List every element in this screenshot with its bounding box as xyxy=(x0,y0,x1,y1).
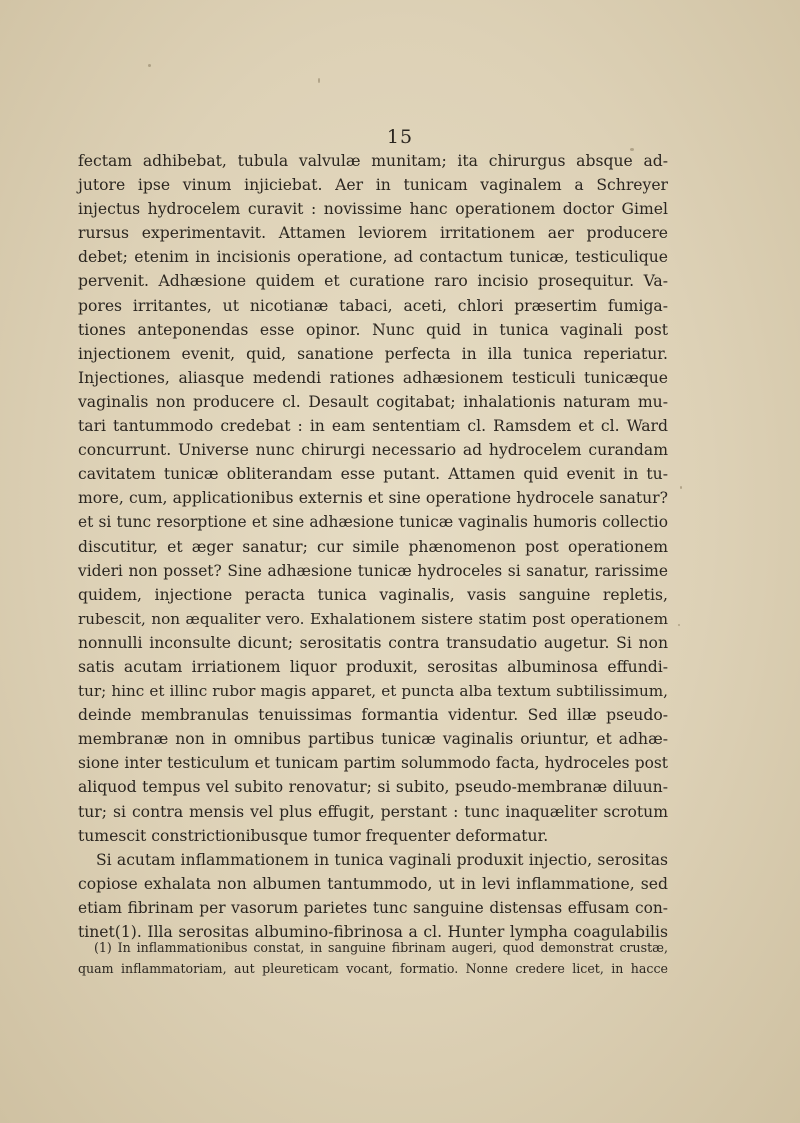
paper-speck xyxy=(630,148,634,151)
paper-speck xyxy=(148,64,151,67)
text-line: copiose exhalata non albumen tantummodo, ut in levi inflammatione, sed xyxy=(78,874,668,893)
text-line: rursus experimentavit. Attamen leviorem irritationem aer producere xyxy=(78,224,668,243)
footnote xyxy=(78,937,668,979)
text-line: etiam fibrinam per vasorum parietes tunc sanguine distensas effusam con- xyxy=(78,898,668,917)
text-line: pores irritantes, ut nicotianæ tabaci, aceti, chlori præsertim fumiga- xyxy=(78,296,668,315)
text-line: jutore ipse vinum injiciebat. Aer in tunicam vaginalem a Schreyer xyxy=(78,176,668,195)
paper-speck xyxy=(678,624,680,626)
text-line: injectus hydrocelem curavit : novissime hanc operationem doctor Gimel xyxy=(78,200,668,219)
text-line: injectionem evenit, quid, sanatione perfecta in illa tunica reperiatur. xyxy=(78,344,668,363)
page-number: 15 xyxy=(386,126,414,148)
paper-speck xyxy=(680,486,682,489)
text-line: tiones anteponendas esse opinor. Nunc quid in tunica vaginali post xyxy=(78,320,668,339)
body-text xyxy=(78,149,668,944)
text-line: concurrunt. Universe nunc chirurgi necessario ad hydrocelem curandam xyxy=(78,441,668,460)
text-line: membranæ non in omnibus partibus tunicæ vaginalis oriuntur, et adhæ- xyxy=(78,730,668,749)
text-line: quidem, injectione peracta tunica vaginalis, vasis sanguine repletis, xyxy=(78,585,668,604)
text-line: tur; si contra mensis vel plus effugit, perstant : tunc inaquæliter scrotum xyxy=(78,802,668,821)
text-line: rubescit, non æqualiter vero. Exhalationem sistere statim post operationem xyxy=(78,609,668,628)
text-line: tur; hinc et illinc rubor magis apparet, et puncta alba textum subtilissimum, xyxy=(78,682,668,701)
text-line: more, cum, applicationibus externis et sine operatione hydrocele sanatur? xyxy=(78,489,668,508)
footnote-line: quam inflammatoriam, aut pleureticam vocant, formatio. Nonne credere licet, in hacce xyxy=(78,961,668,976)
text-line: sione inter testiculum et tunicam partim solummodo facta, hydroceles post xyxy=(78,754,668,773)
text-line: discutitur, et æger sanatur; cur simile phænomenon post operationem xyxy=(78,537,668,556)
text-line: tari tantummodo credebat : in eam sententiam cl. Ramsdem et cl. Ward xyxy=(78,417,668,436)
text-line: Si acutam inflammationem in tunica vaginali produxit injectio, serositas xyxy=(96,850,668,869)
footnote-line: (1) In inflammationibus constat, in sanguine fibrinam augeri, quod demonstrat crustæ, xyxy=(94,940,668,955)
text-line: debet; etenim in incisionis operatione, ad contactum tunicæ, testiculique xyxy=(78,248,668,267)
text-line: aliquod tempus vel subito renovatur; si subito, pseudo-membranæ diluun- xyxy=(78,778,668,797)
text-line: satis acutam irriationem liquor produxit, serositas albuminosa effundi- xyxy=(78,657,668,676)
text-line: tinet(1). Illa serositas albumino-fibrinosa a cl. Hunter lympha coagulabilis xyxy=(78,923,668,941)
paper-speck xyxy=(318,78,320,83)
text-line: et si tunc resorptione et sine adhæsione tunicæ vaginalis humoris collectio xyxy=(78,513,668,532)
text-line: deinde membranulas tenuissimas formantia videntur. Sed illæ pseudo- xyxy=(78,706,668,725)
text-line: vaginalis non producere cl. Desault cogitabat; inhalationis naturam mu- xyxy=(78,392,668,411)
text-line: pervenit. Adhæsione quidem et curatione raro incisio prosequitur. Va- xyxy=(78,272,668,291)
text-line: cavitatem tunicæ obliterandam esse putant. Attamen quid evenit in tu- xyxy=(78,465,668,484)
text-line: Injectiones, aliasque medendi rationes adhæsionem testiculi tunicæque xyxy=(78,368,668,387)
text-line: fectam adhibebat, tubula valvulæ munitam; ita chirurgus absque ad- xyxy=(78,152,668,170)
text-line: videri non posset? Sine adhæsione tunicæ hydroceles si sanatur, rarissime xyxy=(78,561,668,580)
text-line: nonnulli inconsulte dicunt; serositatis contra transudatio augetur. Si non xyxy=(78,633,668,652)
text-line: tumescit constrictionibusque tumor frequenter deformatur. xyxy=(78,826,549,845)
